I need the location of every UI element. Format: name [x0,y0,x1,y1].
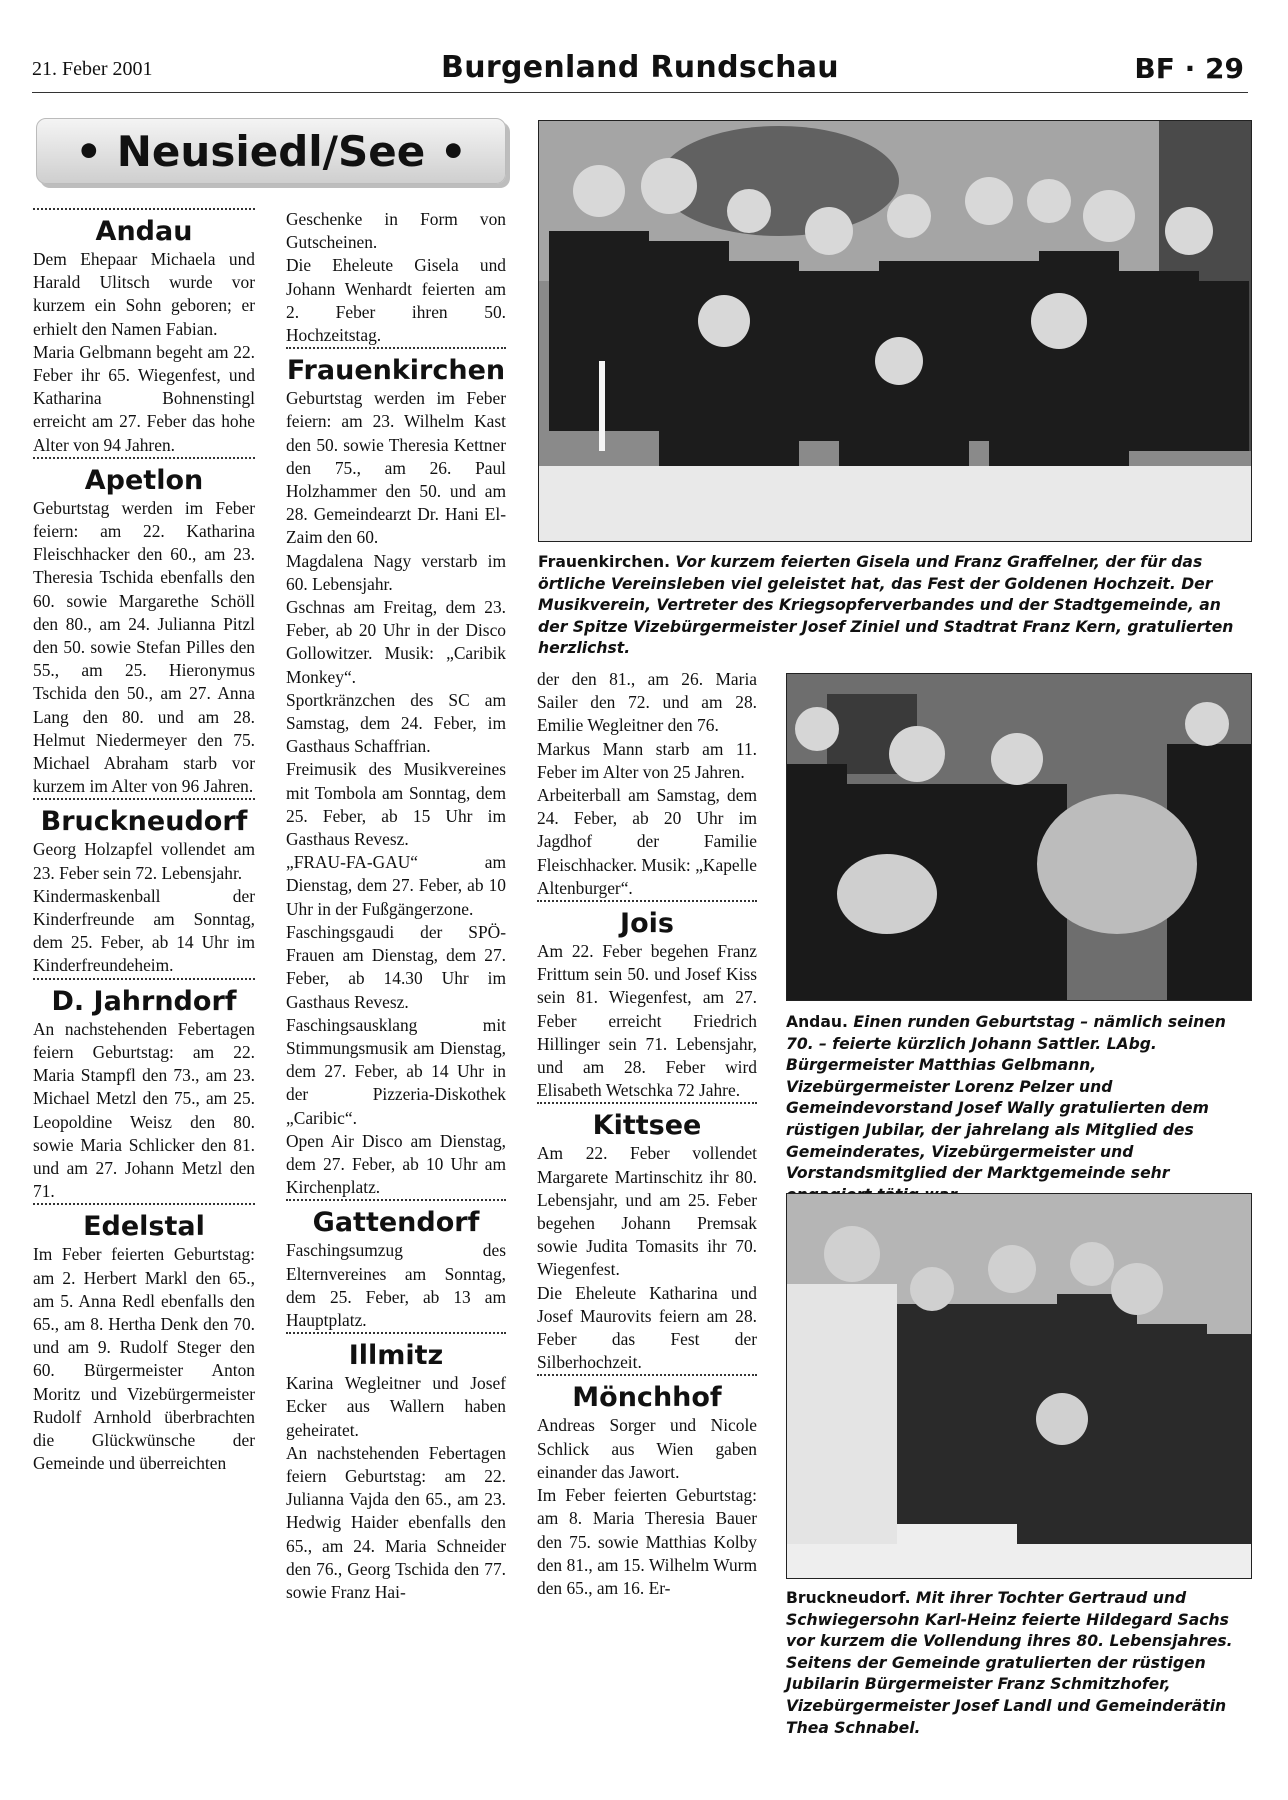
article-paragraph: Kindermaskenball der Kinderfreunde am Sonntag, dem 25. Feber, ab 14 Uhr im Kinderfreundeheim. [33,885,255,976]
section-heading: Frauenkirchen [286,347,506,387]
article-paragraph: Am 22. Feber begehen Franz Frittum sein 50. und Josef Kiss sein 81. Wiegenfest, am 27. Feber erreicht Friedrich Hillinger sein 71. Lebensjahr, und am 28. Feber wird Elisabeth Wetschka 72 Jahre. [537,941,757,1101]
caption-bruckneudorf [786,1588,1252,1739]
section-heading: Edelstal [33,1203,255,1243]
article-paragraph: Faschingsausklang mit Stimmungsmusik am Dienstag, dem 27. Feber, ab 14 Uhr in der Pizzeria-Diskothek „Caribic“. [286,1014,506,1128]
photo-andau [786,673,1252,1001]
article-paragraph: Im Feber feierten Geburtstag: am 2. Herbert Markl den 65., am 5. Anna Redl ebenfalls den 65., am 8. Hertha Denk den 70. und am 9. Rudolf Steger den 60. Bürgermeister Anton Moritz und Vizebürgermeister Rudolf Arnhold überbrachten die Glückwünsche der Gemeinde und überreichten [33,1244,255,1474]
section-heading: Gattendorf [286,1199,506,1239]
section-heading: Kittsee [537,1102,757,1142]
caption-frauenkirchen [538,552,1250,660]
section-title: • Neusiedl/See • [75,127,467,176]
article-paragraph: Arbeiterball am Samstag, dem 24. Feber, ab 20 Uhr im Jagdhof der Familie Fleischhacker. Musik: „Kapelle Altenburger“. [537,785,757,898]
article-paragraph: Geburtstag werden im Feber feiern: am 23. Wilhelm Kast den 50. sowie Theresia Kettner den 75., am 26. Paul Holzhammer den 50. und am 28. Gemeindearzt Dr. Hani El-Zaim den 60. [286,388,506,548]
article-paragraph: Geburtstag werden im Feber feiern: am 22. Katharina Fleischhacker den 60., am 23. Theresia Tschida ebenfalls den 60. sowie Margarethe Schöll den 80., am 24. Julianna Pitzl den 50. sowie Stefan Pilles den 55., am 25. Hieronymus Tschida den 50., am 27. Anna Lang den 80. und am 28. Helmut Niedermeyer den 75. Michael Abraham starb vor kurzem im Alter von 96 Jahren. [33,497,255,797]
article-paragraph: Karina Wegleitner und Josef Ecker aus Wallern haben geheiratet. [286,1373,506,1440]
article-paragraph: Gschnas am Freitag, dem 23. Feber, ab 20 Uhr in der Disco Gollowitzer. Musik: „Caribik Monkey“. [286,597,506,687]
photo-bruckneudorf-image [787,1194,1251,1578]
photo-frauenkirchen-image [539,121,1251,541]
article-paragraph: Freimusik des Musikvereines mit Tombola am Sonntag, dem 25. Feber, ab 15 Uhr im Gasthaus Revesz. [286,759,506,850]
section-heading: Illmitz [286,1332,506,1372]
article-paragraph: Dem Ehepaar Michaela und Harald Ulitsch wurde vor kurzem ein Sohn geboren; er erhielt den Namen Fabian. [33,249,255,339]
section-heading: Mönchhof [537,1374,757,1414]
article-paragraph: Open Air Disco am Dienstag, dem 27. Feber, ab 10 Uhr am Kirchenplatz. [286,1130,506,1198]
article-paragraph: Georg Holzapfel vollendet am 23. Feber sein 72. Lebensjahr. [33,839,255,883]
article-paragraph: der den 81., am 26. Maria Sailer den 72. und am 28. Emilie Wegleitner den 76. [537,669,757,736]
photo-andau-image [787,674,1251,1000]
caption-andau [786,1012,1252,1206]
page-header [32,44,1248,93]
section-heading: Andau [33,208,255,248]
caption-text: Einen runden Geburtstag – nämlich seinen 70. – feierte kürzlich Johann Sattler. LAbg. Bürgermeister Matthias Gelbmann, Vizebürgermeister Lorenz Pelzer und Gemeindevorstand Josef Wally gratulierten dem rüstigen Jubilar, der jahrelang als Mitglied des Gemeinderates, Vizebürgermeister und Vorstandsmitglied der Marktgemeinde sehr [786,1013,1226,1183]
article-paragraph: Im Feber feierten Geburtstag: am 8. Maria Theresia Bauer den 75. sowie Matthias Kolby den 81., am 15. Wilhelm Wurm den 65., am 16. Er- [537,1485,757,1598]
article-paragraph: Am 22. Feber vollendet Margarete Martinschitz ihr 80. Lebensjahr, und am 25. Feber begehen Johann Premsak sowie Judita Tomasits ihr 70. Wiegenfest. [537,1143,757,1280]
article-paragraph: Maria Gelbmann begeht am 22. Feber ihr 65. Wiegenfest, und Katharina Bohnenstingl erreicht am 27. Feber das hohe Alter von 94 Jahren. [33,341,255,455]
text-column-1 [33,208,255,1475]
article-paragraph: Sportkränzchen des SC am Samstag, dem 24. Feber, im Gasthaus Schaffrian. [286,689,506,757]
page-number: BF · 29 [1134,52,1244,85]
caption-place: Frauenkirchen. [538,553,670,571]
photo-frauenkirchen [538,120,1252,542]
article-paragraph: Faschingsgaudi der SPÖ-Frauen am Dienstag, dem 27. Feber, ab 14.30 Uhr im Gasthaus Revesz. [286,921,506,1012]
photo-bruckneudorf [786,1193,1252,1579]
section-heading: Apetlon [33,457,255,497]
article-paragraph: Andreas Sorger und Nicole Schlick aus Wien gaben einander das Jawort. [537,1415,757,1482]
newspaper-title: Burgenland Rundschau [441,50,839,85]
article-paragraph: An nachstehenden Febertagen feiern Geburtstag: am 22. Maria Stampfl den 73., am 23. Michael Metzl den 75., am 25. Leopoldine Weisz den 80. sowie Maria Schlicker den 81. und am 27. Johann Metzl den 71. [33,1018,255,1202]
article-paragraph: „FRAU-FA-GAU“ am Dienstag, dem 27. Feber, ab 10 Uhr in der Fußgängerzone. [286,852,506,919]
article-paragraph: Die Eheleute Gisela und Johann Wenhardt feierten am 2. Feber ihren 50. Hochzeitstag. [286,255,506,346]
article-paragraph: Die Eheleute Katharina und Josef Maurovits feiern am 28. Feber das Fest der Silberhochzeit. [537,1282,757,1373]
article-paragraph: An nachstehenden Febertagen feiern Geburtstag: am 22. Julianna Vajda den 65., am 23. Hedwig Haider ebenfalls den 65., am 24. Maria Schneider den 76., Georg Tschida den 77. sowie Franz Hai- [286,1442,506,1602]
caption-text: Mit ihrer Tochter Gertraud und Schwiegersohn Karl-Heinz feierte Hildegard Sachs vor kurzem die Vollendung ihres 80. Lebensjahres. Seitens der Gemeinde gratulierten der rüstigen Jubilarin Bürgermeister Franz Schmitzhofer, Vizebürgermeister Josef Landl und Gemeinderätin Thea Schnabel. [786,1589,1233,1737]
caption-place: Andau. [786,1013,848,1031]
section-heading: Bruckneudorf [33,798,255,838]
text-column-3 [537,668,757,1600]
text-column-2 [286,208,506,1604]
issue-date: 21. Feber 2001 [32,58,153,80]
article-paragraph: Faschingsumzug des Elternvereines am Sonntag, dem 25. Feber, ab 13 am Hauptplatz. [286,1240,506,1330]
article-paragraph: Magdalena Nagy verstarb im 60. Lebensjahr. [286,550,506,594]
section-banner [36,118,506,184]
article-paragraph: Markus Mann starb am 11. Feber im Alter von 25 Jahren. [537,738,757,782]
caption-text: Vor kurzem feierten Gisela und Franz Graffelner, der für das örtliche Vereinsleben viel geleistet hat, das Fest der Goldenen Hochzeit. Der Musikverein, Vertreter des Kriegsopferverbandes und der Stadtgemeinde, an der Spitze Vizebürgermeister Josef Ziniel und Stadtrat Franz Kern, gratulierten herzlichst. [538,553,1234,658]
section-heading: Jois [537,900,757,940]
section-heading: D. Jahrndorf [33,978,255,1018]
caption-place: Bruckneudorf. [786,1589,911,1607]
article-paragraph: Geschenke in Form von Gutscheinen. [286,209,506,253]
